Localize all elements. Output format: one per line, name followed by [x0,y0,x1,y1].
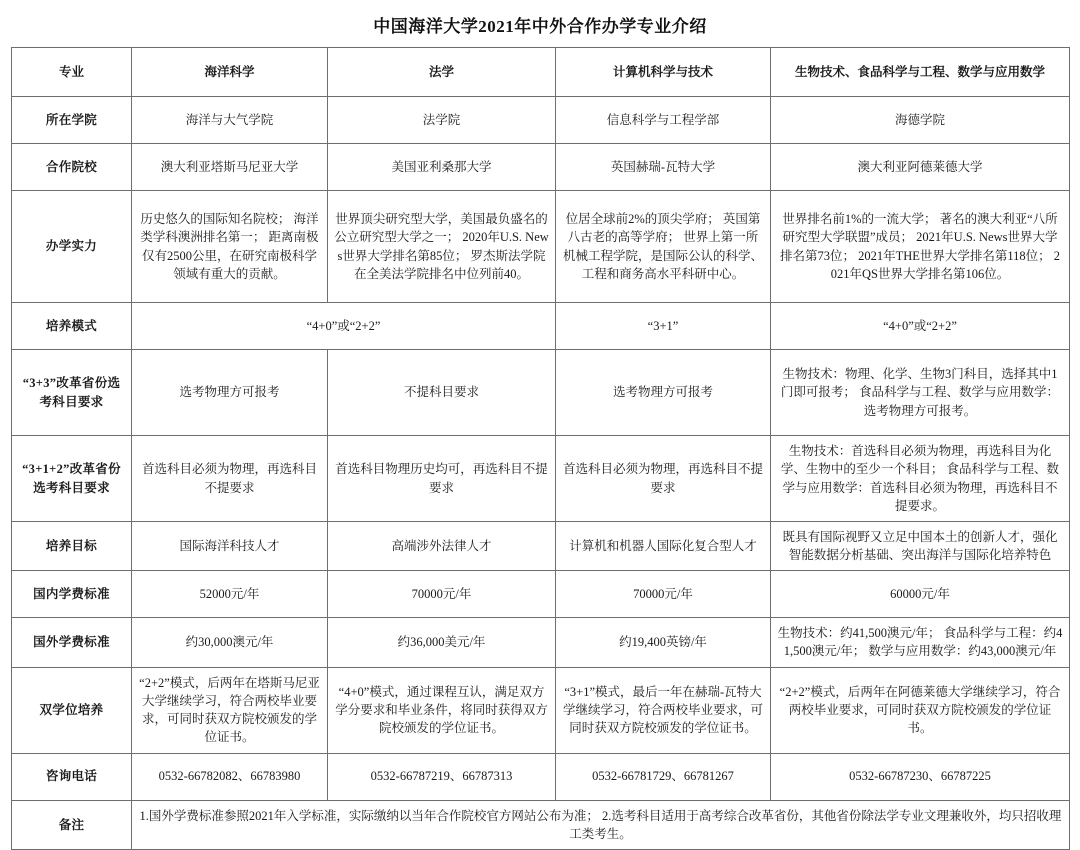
table-row-mode [12,303,1070,350]
cell-mode-marine-law: “4+0”或“2+2” [132,303,556,350]
cell-phone-marine: 0532-66782082、66783980 [132,753,328,800]
column-header-haide-programs: 生物技术、食品科学与工程、数学与应用数学 [771,48,1070,97]
row-label-strength: 办学实力 [12,191,132,303]
cell-phone-cs: 0532-66781729、66781267 [556,753,771,800]
cell-strength-haide: 世界排名前1%的一流大学； 著名的澳大利亚“八所研究型大学联盟”成员； 2021年U.S. News世界大学排名第73位； 2021年THE世界大学排名第118位； 2021年QS世界大学排名第106位。 [771,191,1070,303]
column-header-marine-science: 海洋科学 [132,48,328,97]
row-label-req33: “3+3”改革省份选考科目要求 [12,350,132,436]
cell-req33-haide: 生物技术：物理、化学、生物3门科目，选择其中1门即可报考； 食品科学与工程、数学与应用数学：选考物理方可报考。 [771,350,1070,436]
cell-college-law: 法学院 [328,97,556,144]
table-row-req33 [12,350,1070,436]
cell-goal-cs: 计算机和机器人国际化复合型人才 [556,522,771,571]
row-label-phone: 咨询电话 [12,753,132,800]
cell-tuition-abroad-cs: 约19,400英镑/年 [556,618,771,667]
row-label-dual-degree: 双学位培养 [12,667,132,753]
column-header-computer-science: 计算机科学与技术 [556,48,771,97]
cell-partner-law: 美国亚利桑那大学 [328,144,556,191]
cell-tuition-abroad-law: 约36,000美元/年 [328,618,556,667]
row-label-college: 所在学院 [12,97,132,144]
cell-partner-haide: 澳大利亚阿德莱德大学 [771,144,1070,191]
page-title: 中国海洋大学2021年中外合作办学专业介绍 [373,17,707,36]
cell-goal-haide: 既具有国际视野又立足中国本土的创新人才，强化智能数据分析基础、突出海洋与国际化培养特色 [771,522,1070,571]
cell-strength-law: 世界顶尖研究型大学，美国最负盛名的公立研究型大学之一； 2020年U.S. News世界大学排名第85位； 罗杰斯法学院在全美法学院排名中位列前40。 [328,191,556,303]
cell-goal-marine: 国际海洋科技人才 [132,522,328,571]
cell-tuition-domestic-haide: 60000元/年 [771,571,1070,618]
cell-partner-marine: 澳大利亚塔斯马尼亚大学 [132,144,328,191]
table-header-row [12,48,1070,97]
row-label-tuition-domestic: 国内学费标准 [12,571,132,618]
table-row-college [12,97,1070,144]
row-label-partner: 合作院校 [12,144,132,191]
cell-req33-law: 不提科目要求 [328,350,556,436]
program-comparison-table [11,47,1070,850]
cell-mode-cs: “3+1” [556,303,771,350]
cell-tuition-domestic-cs: 70000元/年 [556,571,771,618]
cell-remark-text: 1.国外学费标准参照2021年入学标准，实际缴纳以当年合作院校官方网站公布为准； 2.选考科目适用于高考综合改革省份，其他省份除法学专业文理兼收外，均只招收理工类考生。 [132,800,1070,849]
row-label-req312: “3+1+2”改革省份选考科目要求 [12,436,132,522]
cell-partner-cs: 英国赫瑞-瓦特大学 [556,144,771,191]
cell-strength-marine: 历史悠久的国际知名院校； 海洋类学科澳洲排名第一； 距离南极仅有2500公里，在研究南极科学领域有重大的贡献。 [132,191,328,303]
table-row-goal [12,522,1070,571]
table-row-partner [12,144,1070,191]
cell-req312-haide: 生物技术：首选科目必须为物理，再选科目为化学、生物中的至少一个科目； 食品科学与工程、数学与应用数学：首选科目必须为物理，再选科目不提要求。 [771,436,1070,522]
cell-college-cs: 信息科学与工程学部 [556,97,771,144]
cell-dual-degree-cs: “3+1”模式，最后一年在赫瑞-瓦特大学继续学习，符合两校毕业要求，可同时获双方院校颁发的学位证书。 [556,667,771,753]
column-header-law: 法学 [328,48,556,97]
cell-dual-degree-law: “4+0”模式，通过课程互认，满足双方学分要求和毕业条件，将同时获得双方院校颁发的学位证书。 [328,667,556,753]
table-row-tuition-abroad [12,618,1070,667]
row-label-remark: 备注 [12,800,132,849]
cell-phone-haide: 0532-66787230、66787225 [771,753,1070,800]
cell-college-haide: 海德学院 [771,97,1070,144]
table-row-phone [12,753,1070,800]
cell-goal-law: 高端涉外法律人才 [328,522,556,571]
cell-req33-cs: 选考物理方可报考 [556,350,771,436]
row-label-goal: 培养目标 [12,522,132,571]
cell-req312-marine: 首选科目必须为物理，再选科目不提要求 [132,436,328,522]
cell-tuition-abroad-haide: 生物技术：约41,500澳元/年； 食品科学与工程：约41,500澳元/年； 数学与应用数学：约43,000澳元/年 [771,618,1070,667]
table-row-req312 [12,436,1070,522]
cell-dual-degree-haide: “2+2”模式，后两年在阿德莱德大学继续学习，符合两校毕业要求，可同时获双方院校颁发的学位证书。 [771,667,1070,753]
cell-tuition-abroad-marine: 约30,000澳元/年 [132,618,328,667]
table-row-dual-degree [12,667,1070,753]
cell-college-marine: 海洋与大气学院 [132,97,328,144]
cell-req33-marine: 选考物理方可报考 [132,350,328,436]
cell-phone-law: 0532-66787219、66787313 [328,753,556,800]
cell-tuition-domestic-marine: 52000元/年 [132,571,328,618]
table-row-tuition-domestic [12,571,1070,618]
cell-strength-cs: 位居全球前2%的顶尖学府； 英国第八古老的高等学府； 世界上第一所机械工程学院，是国际公认的科学、工程和商务高水平科研中心。 [556,191,771,303]
cell-dual-degree-marine: “2+2”模式，后两年在塔斯马尼亚大学继续学习，符合两校毕业要求，可同时获双方院校颁发的学位证书。 [132,667,328,753]
table-row-remark [12,800,1070,849]
cell-req312-law: 首选科目物理历史均可，再选科目不提要求 [328,436,556,522]
cell-tuition-domestic-law: 70000元/年 [328,571,556,618]
row-label-mode: 培养模式 [12,303,132,350]
cell-mode-haide: “4+0”或“2+2” [771,303,1070,350]
table-row-strength [12,191,1070,303]
row-label-tuition-abroad: 国外学费标准 [12,618,132,667]
column-header-major: 专业 [12,48,132,97]
cell-req312-cs: 首选科目必须为物理，再选科目不提要求 [556,436,771,522]
